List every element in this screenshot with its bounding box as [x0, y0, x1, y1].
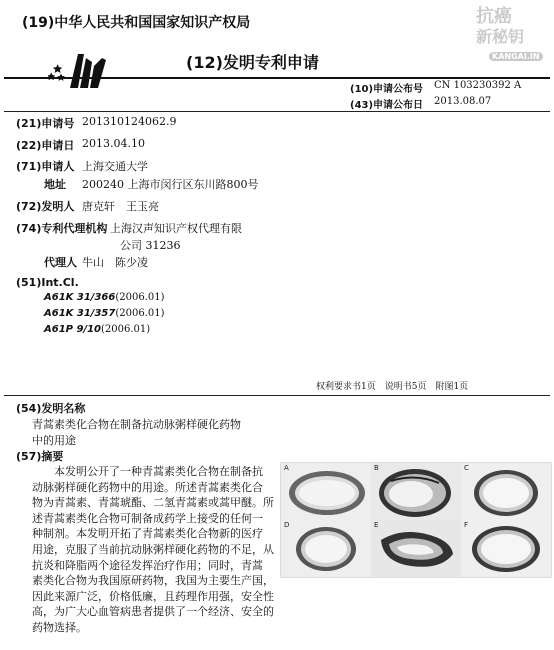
abstract-line: 物为青蒿素、青蒿琥酯、二氢青蒿素或蒿甲醚。所: [32, 496, 274, 510]
figure-panel-label: F: [464, 521, 469, 529]
int-cl-code: A61P 9/10: [44, 324, 101, 335]
pages-info: 权利要求书1页 说明书5页 附图1页: [316, 382, 469, 392]
publication-date-label: (43)申请公布日: [350, 100, 424, 111]
abstract-line: 素类化合物为我国原研药物，我国为主要生产国，: [32, 574, 274, 588]
invention-title-line2: 中的用途: [32, 434, 76, 447]
figure-panel-label: E: [374, 521, 379, 529]
watermark-line1: 抗癌: [476, 6, 512, 27]
abstract-line: 因此来源广泛，价格低廉，且药理作用强，安全性: [32, 589, 274, 603]
abstract-line: 动脉粥样硬化药物中的用途。所述青蒿素类化合: [32, 480, 263, 494]
agency-value-line1: 上海汉声知识产权代理有限: [110, 222, 242, 235]
figure-panel-d-image: [281, 520, 371, 577]
figure-panel-f-image: [461, 520, 551, 577]
abstract-line: 用途，克服了当前抗动脉粥样硬化药物的不足，从: [32, 542, 274, 556]
publication-date-value: 2013.08.07: [434, 96, 492, 107]
watermark-line2: 新秘钥: [476, 27, 525, 46]
int-cl-version: (2006.01): [101, 324, 151, 335]
int-cl-code: A61K 31/366: [44, 292, 116, 303]
figure-panel-a-image: [281, 463, 371, 520]
int-cl-row: [44, 308, 164, 319]
section-divider: [4, 395, 550, 396]
cnipa-emblem-icon: [48, 48, 112, 88]
invention-title-line1: 青蒿素类化合物在制备抗动脉粥样硬化药物: [32, 418, 241, 431]
abstract-label: (57)摘要: [16, 450, 64, 463]
figure-panel-c-image: [461, 463, 551, 520]
int-cl-version: (2006.01): [115, 292, 165, 303]
invention-title-label: (54)发明名称: [16, 402, 86, 415]
abstract-text: [32, 464, 274, 636]
abstract-figure: [280, 462, 552, 578]
figure-panel-label: B: [374, 464, 379, 472]
int-cl-label: (51)Int.Cl.: [16, 276, 79, 289]
int-cl-row: [44, 324, 150, 335]
abstract-line: 抗炎和降脂两个途径发挥治疗作用；同时，青蒿: [32, 558, 263, 572]
abstract-line: 药物选择。: [32, 620, 87, 634]
abstract-line: 种制剂。本发明开拓了青蒿素类化合物新的医疗: [32, 527, 263, 541]
address-value: 200240 上海市闵行区东川路800号: [82, 178, 259, 191]
address-label: 地址: [44, 178, 66, 191]
header-divider-top: [4, 77, 550, 79]
application-number-value: 201310124062.9: [82, 115, 177, 128]
abstract-line: 述青蒿素类化合物可制备成药学上接受的任何一: [32, 511, 263, 525]
application-date-label: (22)申请日: [16, 139, 75, 152]
abstract-line: 高，为广大心血管病患者提供了一个经济、安全的: [32, 605, 274, 619]
int-cl-code: A61K 31/357: [44, 308, 116, 319]
publication-number-label: (10)申请公布号: [350, 84, 424, 95]
document-type-title: (12)发明专利申请: [186, 53, 319, 72]
office-name: (19)中华人民共和国国家知识产权局: [22, 15, 251, 31]
agent-label: 代理人: [44, 256, 77, 269]
figure-panel-b-image: [371, 463, 461, 520]
int-cl-row: [44, 292, 164, 303]
header-divider-bottom: [4, 111, 550, 112]
watermark-site: KANGAI.IN: [489, 52, 543, 61]
int-cl-version: (2006.01): [115, 308, 165, 319]
publication-number-value: CN 103230392 A: [434, 80, 522, 91]
figure-panel-label: A: [284, 464, 289, 472]
figure-panel-label: D: [284, 521, 290, 529]
inventor-value: 唐克轩 王玉亮: [82, 200, 159, 213]
inventor-label: (72)发明人: [16, 200, 75, 213]
applicant-value: 上海交通大学: [82, 160, 148, 173]
application-number-label: (21)申请号: [16, 117, 75, 130]
agent-value: 牛山 陈少凌: [82, 256, 148, 269]
application-date-value: 2013.04.10: [82, 137, 145, 150]
agency-value-line2: 公司 31236: [120, 239, 181, 252]
agency-label: (74)专利代理机构: [16, 222, 108, 235]
applicant-label: (71)申请人: [16, 160, 75, 173]
figure-panel-label: C: [464, 464, 469, 472]
abstract-line: 本发明公开了一种青蒿素类化合物在制备抗: [32, 465, 263, 478]
figure-panel-e-image: [371, 520, 461, 577]
